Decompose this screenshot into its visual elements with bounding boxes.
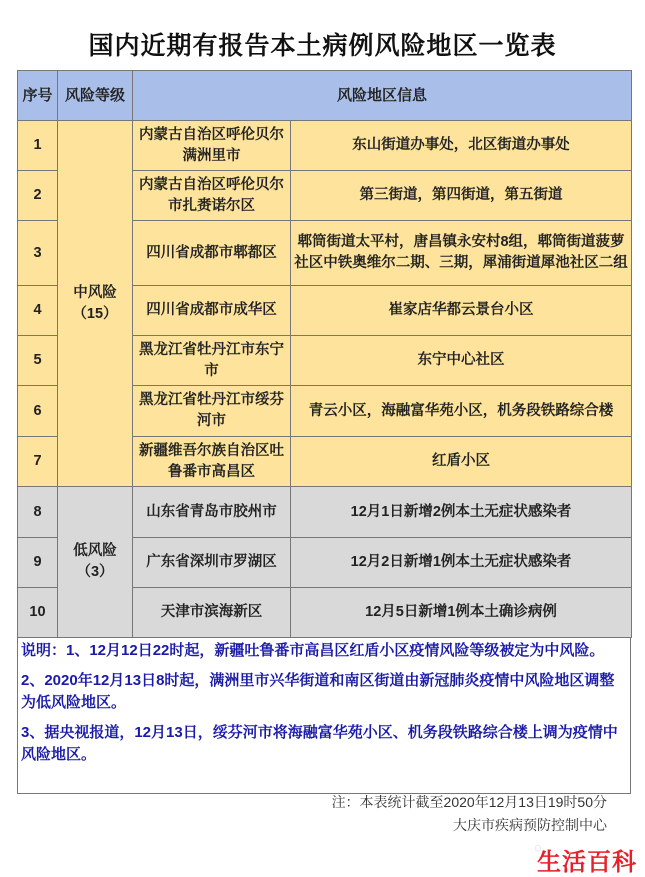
risk-level-mid: [58, 121, 133, 487]
region-detail: 郫筒街道太平村，唐昌镇永安村8组，郫筒街道菠萝社区中铁奥维尔二期、三期，犀浦街道犀池社区二组: [291, 221, 632, 286]
stat-note: 注：本表统计截至2020年12月13日19时50分: [331, 794, 607, 810]
row-index: 4: [18, 286, 58, 336]
region-name: 新疆维吾尔族自治区吐鲁番市高昌区: [133, 437, 291, 487]
region-detail: 12月5日新增1例本土确诊病例: [291, 588, 632, 638]
notes-box: [17, 637, 631, 794]
risk-area-table: [17, 70, 632, 638]
note-3: 3、据央视报道，12月13日，绥芬河市将海融富华苑小区、机务段铁路综合楼上调为疫情中风险地区。: [21, 724, 618, 763]
region-detail: 红盾小区: [291, 437, 632, 487]
header-info: 风险地区信息: [133, 71, 632, 121]
watermark-logo: 生活百科: [537, 849, 637, 876]
row-index: 1: [18, 121, 58, 171]
region-name: 内蒙古自治区呼伦贝尔满洲里市: [133, 121, 291, 171]
region-name: 四川省成都市成华区: [133, 286, 291, 336]
region-detail: 东宁中心社区: [291, 336, 632, 386]
row-index: 2: [18, 171, 58, 221]
risk-level-name: 低风险: [73, 543, 117, 559]
page-title: 国内近期有报告本土病例风险地区一览表: [88, 32, 557, 60]
region-name: 山东省青岛市胶州市: [133, 487, 291, 538]
row-index: 10: [18, 588, 58, 638]
risk-level-low: [58, 487, 133, 638]
wechat-icon: ◌: [534, 840, 542, 855]
table-row: [18, 487, 632, 538]
region-detail: 崔家店华都云景台小区: [291, 286, 632, 336]
region-name: 内蒙古自治区呼伦贝尔市扎赉诺尔区: [133, 171, 291, 221]
header-index: 序号: [18, 71, 58, 121]
risk-level-name: 中风险: [73, 284, 117, 301]
region-name: 黑龙江省牡丹江市东宁市: [133, 336, 291, 386]
region-name: 黑龙江省牡丹江市绥芬河市: [133, 386, 291, 437]
region-name: 广东省深圳市罗湖区: [133, 538, 291, 588]
table-row: [18, 121, 632, 171]
note-1: 说明：1、12月12日22时起，新疆吐鲁番市高昌区红盾小区疫情风险等级被定为中风险。: [21, 642, 605, 659]
region-name: 四川省成都市郫都区: [133, 221, 291, 286]
region-detail: 12月2日新增1例本土无症状感染者: [291, 538, 632, 588]
header-level: 风险等级: [58, 71, 133, 121]
row-index: 7: [18, 437, 58, 487]
region-detail: 青云小区，海融富华苑小区，机务段铁路综合楼: [291, 386, 632, 437]
row-index: 9: [18, 538, 58, 588]
risk-level-count: （3）: [76, 564, 114, 580]
source-label: 大庆市疾病预防控制中心: [453, 817, 607, 833]
region-detail: 第三街道，第四街道，第五街道: [291, 171, 632, 221]
table-header-row: [18, 71, 632, 121]
row-index: 3: [18, 221, 58, 286]
row-index: 5: [18, 336, 58, 386]
region-detail: 12月1日新增2例本土无症状感染者: [291, 487, 632, 538]
region-detail: 东山街道办事处，北区街道办事处: [291, 121, 632, 171]
risk-level-count: （15）: [72, 305, 118, 322]
note-2: 2、2020年12月13日8时起，满洲里市兴华街道和南区街道由新冠肺炎疫情中风险地区调整为低风险地区。: [21, 672, 615, 711]
region-name: 天津市滨海新区: [133, 588, 291, 638]
row-index: 6: [18, 386, 58, 437]
row-index: 8: [18, 487, 58, 538]
